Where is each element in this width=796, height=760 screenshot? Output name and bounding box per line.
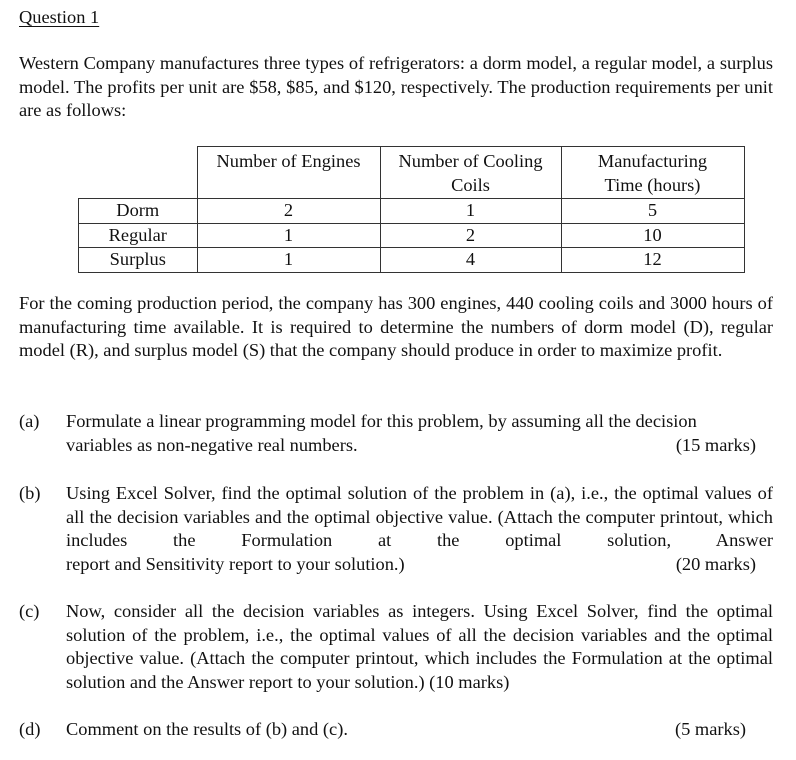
header-engines-label: Number of Engines — [216, 151, 361, 171]
row-label-regular: Regular — [79, 223, 198, 248]
cell-coils: 4 — [380, 248, 561, 273]
cell-engines: 1 — [197, 248, 380, 273]
part-a-text: Formulate a linear programming model for this problem, by assuming all the decision — [66, 411, 697, 431]
cell-time: 12 — [561, 248, 744, 273]
part-d-text: Comment on the results of (b) and (c). — [66, 719, 348, 739]
question-document — [19, 6, 773, 739]
part-b-marks: (20 marks) — [675, 553, 756, 574]
question-heading: Question 1 — [19, 7, 100, 27]
part-d-marks: (5 marks) — [675, 719, 746, 739]
header-engines — [197, 147, 380, 199]
part-a-text-last: variables as non-negative real numbers. — [66, 434, 358, 455]
table-header-row — [79, 147, 745, 199]
header-coils-line2: Coils — [451, 174, 490, 195]
part-b — [19, 482, 773, 576]
row-label-surplus: Surplus — [79, 248, 198, 273]
header-manufacturing-time — [561, 147, 744, 199]
cell-coils: 2 — [380, 223, 561, 248]
part-a-label: (a) — [19, 411, 40, 431]
header-cooling-coils — [380, 147, 561, 199]
header-time-line2: Time (hours) — [604, 174, 701, 195]
part-a-marks: (15 marks) — [675, 434, 756, 455]
part-c-label: (c) — [19, 601, 40, 621]
part-b-label: (b) — [19, 483, 41, 503]
part-b-text: Using Excel Solver, find the optimal solution of the problem in (a), i.e., the optimal values of all the decision variables and the optimal objective value. (Attach the computer printout, which includes the Formulation at the optimal solution, Answer — [66, 483, 773, 550]
part-c — [19, 600, 773, 694]
cell-engines: 1 — [197, 223, 380, 248]
intro-paragraph: Western Company manufactures three types of refrigerators: a dorm model, a regular model, a surplus model. The profits per unit are $58, $85, and $120, respectively. The production requirements per unit are as follows: — [19, 53, 773, 120]
cell-coils: 1 — [380, 199, 561, 224]
table-corner-cell — [79, 147, 198, 199]
part-c-text: Now, consider all the decision variables as integers. Using Excel Solver, find the optimal solution of the problem, i.e., the optimal values of all the decision variables and the optimal objective value. (Attach the computer printout, which includes the Formulation at the optimal solution and the Answer report to your solution.) (10 marks) — [66, 601, 773, 692]
part-d-label: (d) — [19, 719, 41, 739]
cell-time: 5 — [561, 199, 744, 224]
cell-time: 10 — [561, 223, 744, 248]
constraints-paragraph: For the coming production period, the company has 300 engines, 440 cooling coils and 3000 hours of manufacturing time available. It is required to determine the numbers of dorm model (D), regular model (R), and surplus model (S) that the company should produce in order to maximize profit. — [19, 293, 773, 360]
table-row — [79, 199, 745, 224]
cell-engines: 2 — [197, 199, 380, 224]
header-coils-line1: Number of Cooling — [398, 151, 543, 171]
table-row — [79, 248, 745, 273]
part-a — [19, 410, 773, 457]
table-row — [79, 223, 745, 248]
row-label-dorm: Dorm — [79, 199, 198, 224]
part-b-text-last: report and Sensitivity report to your solution.) — [66, 553, 405, 574]
production-requirements-table — [78, 146, 745, 273]
part-d — [19, 718, 773, 742]
header-time-line1: Manufacturing — [597, 151, 708, 171]
